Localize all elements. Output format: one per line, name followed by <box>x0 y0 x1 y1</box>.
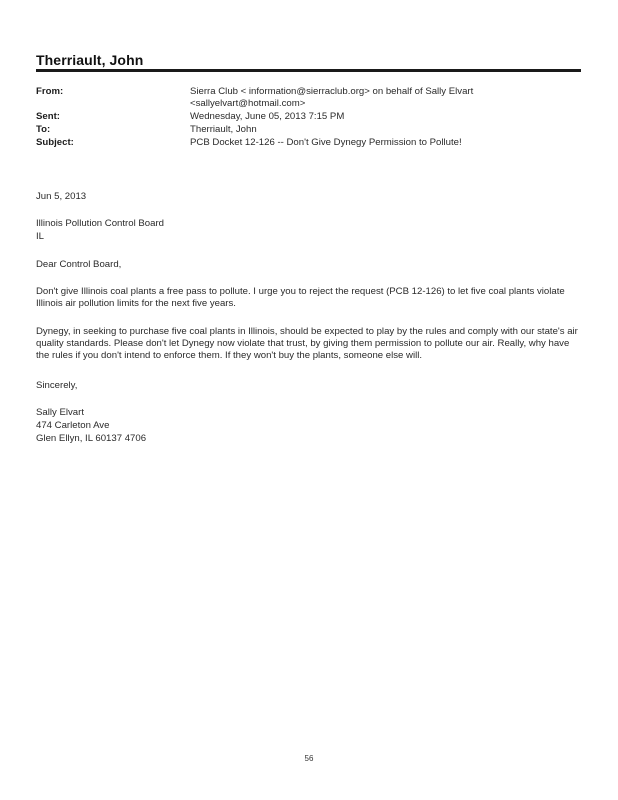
header-divider <box>36 69 581 72</box>
signature-name: Sally Elvart <box>36 407 84 418</box>
paragraph-2: Dynegy, in seeking to purchase five coal plants in Illinois, should be expected to play by the rules and comply with our state's air quality standards. Please don't let Dynegy now violate that trust, by giving them permission to pollute our air. Really, why have the rules if you don't intend to enforce them. If they won't buy the plants, someone else will. <box>36 326 578 361</box>
subject-value: PCB Docket 12-126 -- Don't Give Dynegy Permission to Pollute! <box>190 137 462 148</box>
sent-value: Wednesday, June 05, 2013 7:15 PM <box>190 111 345 122</box>
letter-date: Jun 5, 2013 <box>36 191 87 202</box>
signature-address-line2: Glen Ellyn, IL 60137 4706 <box>36 433 147 444</box>
subject-label: Subject: <box>36 137 74 148</box>
paragraph-1: Don't give Illinois coal plants a free pass to pollute. I urge you to reject the request (PCB 12-126) to let five coal plants violate Illinois air pollution limits for the next five years. <box>36 286 565 309</box>
from-value-line1: Sierra Club < information@sierraclub.org> on behalf of Sally Elvart <box>190 86 474 97</box>
from-value-line2: <sallyelvart@hotmail.com> <box>190 98 306 109</box>
from-label: From: <box>36 86 64 97</box>
signature-address-line1: 474 Carleton Ave <box>36 420 110 431</box>
to-label: To: <box>36 124 51 135</box>
page-number: 56 <box>304 754 314 763</box>
to-value: Therriault, John <box>190 124 257 135</box>
mailbox-owner-name: Therriault, John <box>36 52 144 68</box>
recipient-line1: Illinois Pollution Control Board <box>36 218 164 229</box>
sent-label: Sent: <box>36 111 60 122</box>
closing: Sincerely, <box>36 380 78 391</box>
salutation: Dear Control Board, <box>36 259 122 270</box>
recipient-line2: IL <box>36 231 45 242</box>
